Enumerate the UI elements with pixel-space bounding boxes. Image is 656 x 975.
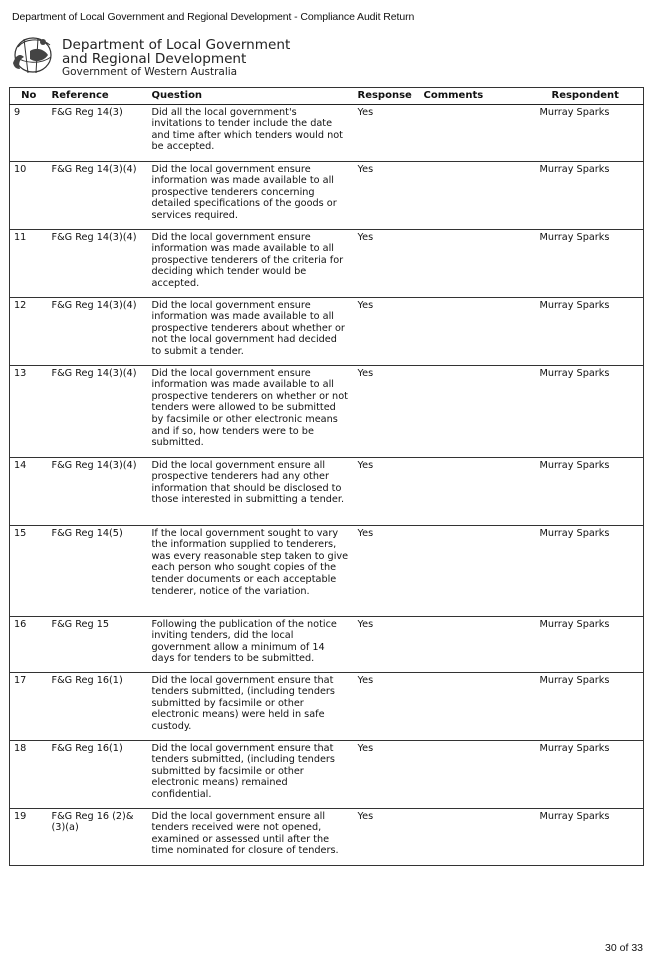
cell-reference: F&G Reg 16 (2)& (3)(a) — [48, 808, 148, 865]
cell-response: Yes — [354, 365, 420, 457]
header-respondent: Respondent — [536, 88, 644, 105]
table-row — [10, 525, 644, 616]
cell-response: Yes — [354, 457, 420, 525]
cell-no: 13 — [10, 365, 48, 457]
cell-reference: F&G Reg 14(3)(4) — [48, 365, 148, 457]
header-comments: Comments — [420, 88, 536, 105]
cell-question: Did all the local government's invitations to tender include the date and time after which tenders would not be accepted. — [148, 104, 354, 161]
cell-respondent: Murray Sparks — [536, 104, 644, 161]
cell-question: If the local government sought to vary the information supplied to tenderers, was every reasonable step taken to give each person who sought copies of the tender documents or each acceptable tenderer, notice of the variation. — [148, 525, 354, 616]
cell-no: 19 — [10, 808, 48, 865]
cell-reference: F&G Reg 14(3)(4) — [48, 297, 148, 365]
cell-question: Did the local government ensure information was made available to all prospective tenderers about whether or not the local government had decided to submit a tender. — [148, 297, 354, 365]
cell-respondent: Murray Sparks — [536, 297, 644, 365]
header-question: Question — [148, 88, 354, 105]
table-row — [10, 229, 644, 297]
cell-question: Did the local government ensure that tenders submitted, (including tenders submitted by facsimile or other electronic means) remained confidential. — [148, 740, 354, 808]
cell-response: Yes — [354, 672, 420, 740]
cell-comments — [420, 457, 536, 525]
wa-government-crest-icon — [10, 33, 56, 77]
cell-reference: F&G Reg 14(3)(4) — [48, 229, 148, 297]
cell-question: Did the local government ensure that tenders submitted, (including tenders submitted by facsimile or other electronic means) were held in safe custody. — [148, 672, 354, 740]
cell-question: Did the local government ensure information was made available to all prospective tenderers concerning detailed specifications of the goods or services required. — [148, 161, 354, 229]
cell-response: Yes — [354, 616, 420, 672]
cell-question: Following the publication of the notice inviting tenders, did the local government allow a minimum of 14 days for tenders to be submitted. — [148, 616, 354, 672]
cell-comments — [420, 229, 536, 297]
cell-no: 16 — [10, 616, 48, 672]
cell-respondent: Murray Sparks — [536, 808, 644, 865]
cell-no: 14 — [10, 457, 48, 525]
table-row — [10, 616, 644, 672]
cell-question: Did the local government ensure all tenders received were not opened, examined or assessed until after the time nominated for closure of tenders. — [148, 808, 354, 865]
table-row — [10, 808, 644, 865]
table-row — [10, 161, 644, 229]
cell-respondent: Murray Sparks — [536, 672, 644, 740]
page-number: 30 of 33 — [605, 942, 643, 954]
cell-no: 11 — [10, 229, 48, 297]
cell-response: Yes — [354, 740, 420, 808]
cell-respondent: Murray Sparks — [536, 365, 644, 457]
table-row — [10, 457, 644, 525]
cell-comments — [420, 740, 536, 808]
cell-reference: F&G Reg 14(3)(4) — [48, 457, 148, 525]
cell-respondent: Murray Sparks — [536, 229, 644, 297]
cell-no: 15 — [10, 525, 48, 616]
organisation-block — [62, 38, 290, 78]
cell-no: 9 — [10, 104, 48, 161]
cell-response: Yes — [354, 297, 420, 365]
table-header-row — [10, 88, 644, 105]
cell-response: Yes — [354, 229, 420, 297]
cell-response: Yes — [354, 525, 420, 616]
organisation-name-line1: Department of Local Government — [62, 37, 291, 53]
cell-reference: F&G Reg 16(1) — [48, 672, 148, 740]
document-header: Department of Local Government and Regional Development - Compliance Audit Return — [12, 11, 415, 23]
compliance-audit-table — [9, 87, 644, 866]
cell-comments — [420, 365, 536, 457]
header-no: No — [10, 88, 48, 105]
cell-question: Did the local government ensure information was made available to all prospective tenderers of the criteria for deciding which tender would be accepted. — [148, 229, 354, 297]
cell-comments — [420, 161, 536, 229]
cell-no: 17 — [10, 672, 48, 740]
cell-respondent: Murray Sparks — [536, 161, 644, 229]
table-row — [10, 297, 644, 365]
cell-respondent: Murray Sparks — [536, 457, 644, 525]
cell-reference: F&G Reg 14(3) — [48, 104, 148, 161]
header-response: Response — [354, 88, 420, 105]
cell-respondent: Murray Sparks — [536, 616, 644, 672]
cell-response: Yes — [354, 808, 420, 865]
organisation-name-line2: and Regional Development — [62, 51, 247, 67]
cell-question: Did the local government ensure information was made available to all prospective tenderers on whether or not tenders were allowed to be submitted by facsimile or other electronic means and if so, how tenders were to be submitted. — [148, 365, 354, 457]
cell-reference: F&G Reg 16(1) — [48, 740, 148, 808]
cell-respondent: Murray Sparks — [536, 525, 644, 616]
cell-comments — [420, 525, 536, 616]
cell-question: Did the local government ensure all prospective tenderers had any other information that should be disclosed to those interested in submitting a tender. — [148, 457, 354, 525]
cell-no: 10 — [10, 161, 48, 229]
cell-no: 18 — [10, 740, 48, 808]
table-row — [10, 672, 644, 740]
cell-comments — [420, 616, 536, 672]
cell-response: Yes — [354, 161, 420, 229]
cell-response: Yes — [354, 104, 420, 161]
cell-reference: F&G Reg 14(5) — [48, 525, 148, 616]
cell-comments — [420, 808, 536, 865]
table-row — [10, 365, 644, 457]
cell-comments — [420, 297, 536, 365]
header-reference: Reference — [48, 88, 148, 105]
cell-no: 12 — [10, 297, 48, 365]
cell-respondent: Murray Sparks — [536, 740, 644, 808]
cell-comments — [420, 672, 536, 740]
cell-comments — [420, 104, 536, 161]
table-row — [10, 740, 644, 808]
cell-reference: F&G Reg 14(3)(4) — [48, 161, 148, 229]
table-row — [10, 104, 644, 161]
organisation-subtitle: Government of Western Australia — [62, 66, 238, 78]
cell-reference: F&G Reg 15 — [48, 616, 148, 672]
